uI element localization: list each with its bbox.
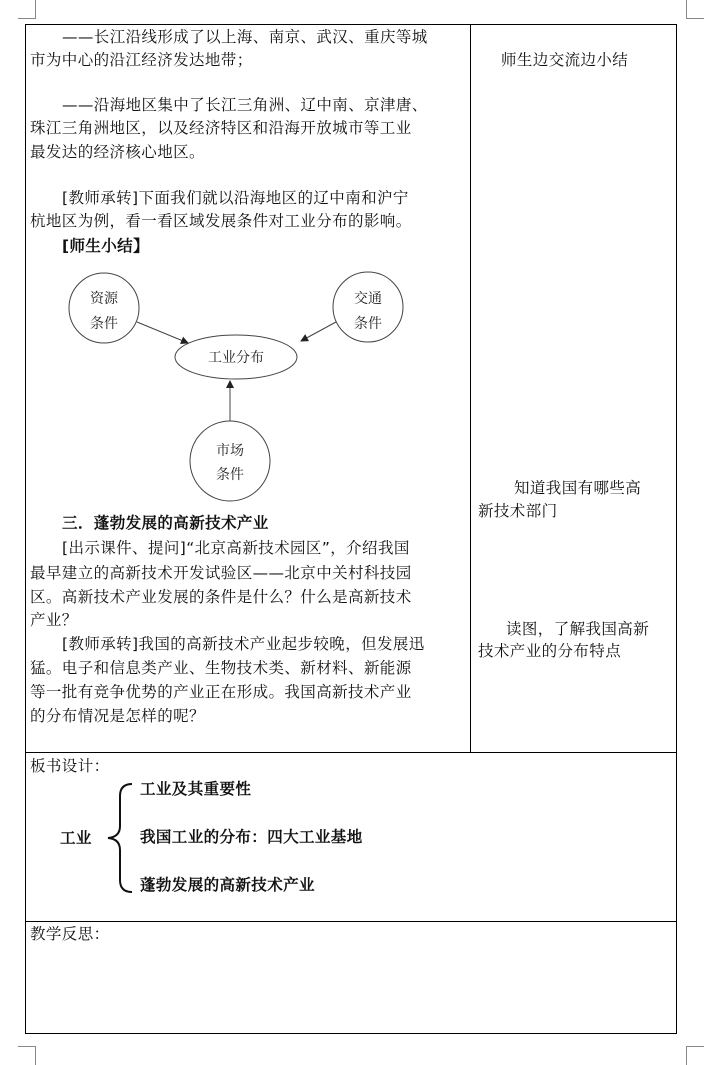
paragraph-line: ——长江沿线形成了以上海、南京、武汉、重庆等城 bbox=[62, 28, 428, 46]
board-item: 蓬勃发展的高新技术产业 bbox=[140, 876, 315, 894]
paragraph-line: 区。高新技术产业发展的条件是什么？什么是高新技术 bbox=[30, 588, 412, 606]
industry-label: 工业分布 bbox=[208, 350, 264, 366]
paragraph-line: 最发达的经济核心地区。 bbox=[30, 143, 205, 161]
board-root: 工业 bbox=[60, 829, 92, 847]
paragraph-line: [教师承转]下面我们就以沿海地区的辽中南和沪宁 bbox=[62, 189, 409, 207]
paragraph-line: 珠江三角洲地区，以及经济特区和沿海开放城市等工业 bbox=[30, 119, 412, 137]
corner-mark bbox=[18, 1046, 36, 1047]
resource-node bbox=[69, 273, 139, 343]
activity-note: 知道我国有哪些高 bbox=[514, 479, 642, 497]
paragraph-line: 产业？ bbox=[30, 611, 78, 629]
paragraph-line: [教师承转]我国的高新技术产业起步较晚，但发展迅 bbox=[62, 635, 425, 653]
paragraph-line: [出示课件、提问]“北京高新技术园区”，介绍我国 bbox=[62, 539, 410, 557]
corner-mark bbox=[686, 1046, 687, 1065]
paragraph-line: ——沿海地区集中了长江三角洲、辽中南、京津唐、 bbox=[62, 96, 428, 114]
reflection-label: 教学反思： bbox=[30, 925, 110, 943]
brace-icon bbox=[100, 780, 140, 900]
paragraph-line: 猛。电子和信息类产业、生物技术类、新材料、新能源 bbox=[30, 659, 412, 677]
corner-mark bbox=[686, 1046, 704, 1047]
arrow bbox=[137, 322, 188, 343]
paragraph-line: 杭地区为例，看一看区域发展条件对工业分布的影响。 bbox=[30, 212, 412, 230]
section-heading: 三．蓬勃发展的高新技术产业 bbox=[62, 514, 269, 532]
row-divider bbox=[25, 921, 676, 922]
paragraph-line: 等一批有竞争优势的产业正在形成。我国高新技术产业 bbox=[30, 683, 412, 701]
board-label: 板书设计： bbox=[30, 757, 110, 775]
activity-note: 师生边交流边小结 bbox=[501, 51, 629, 69]
activity-note: 读图，了解我国高新 bbox=[506, 620, 650, 638]
transport-label: 条件 bbox=[354, 316, 382, 332]
paragraph-line: 市为中心的沿江经济发达地带； bbox=[30, 51, 253, 69]
board-item: 我国工业的分布：四大工业基地 bbox=[140, 828, 363, 846]
arrow bbox=[301, 322, 336, 341]
factors-diagram bbox=[0, 0, 706, 520]
row-divider bbox=[25, 752, 676, 753]
summary-heading: [师生小结】 bbox=[62, 237, 149, 255]
corner-mark bbox=[35, 1046, 36, 1065]
market-node bbox=[190, 421, 270, 501]
transport-label: 交通 bbox=[354, 291, 382, 307]
activity-note: 新技术部门 bbox=[478, 502, 558, 520]
activity-note: 技术产业的分布特点 bbox=[478, 642, 622, 660]
board-item: 工业及其重要性 bbox=[140, 780, 252, 798]
paragraph-line: 的分布情况是怎样的呢？ bbox=[30, 707, 205, 725]
paragraph-line: 最早建立的高新技术开发试验区——北京中关村科技园 bbox=[30, 564, 412, 582]
market-label: 条件 bbox=[216, 467, 244, 483]
resource-label: 条件 bbox=[90, 316, 118, 332]
market-label: 市场 bbox=[216, 443, 244, 459]
resource-label: 资源 bbox=[90, 291, 118, 307]
